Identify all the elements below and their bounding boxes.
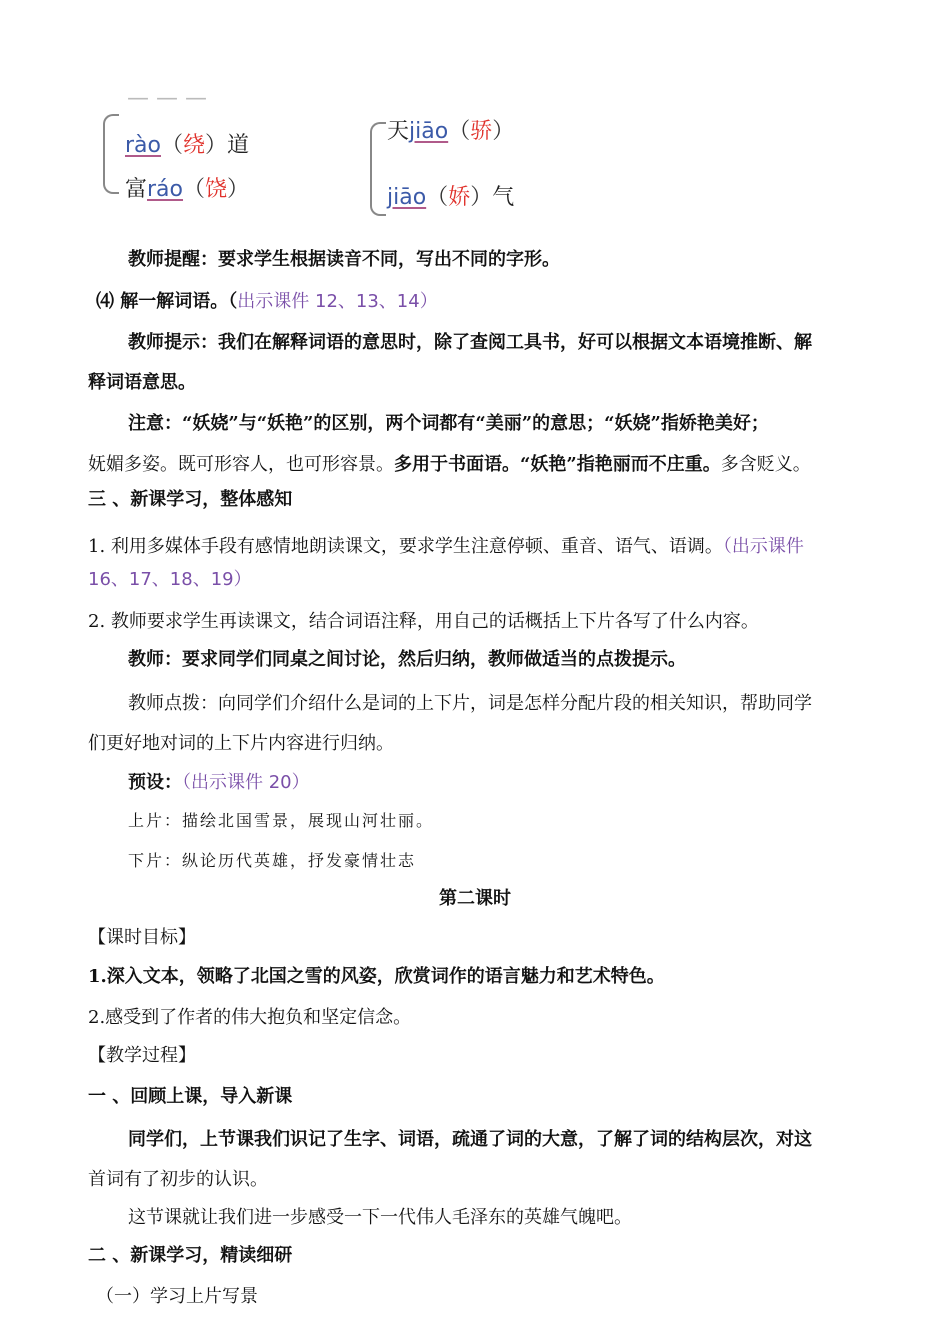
right-brace: [370, 122, 386, 216]
intro-line: 这节课就让我们进一步感受一下一代伟人毛泽东的英雄气魄吧。: [128, 1207, 632, 1228]
answer-char: 饶: [205, 177, 228, 202]
courseware-ref: （出示课件: [722, 536, 804, 557]
review-line1: 同学们，上节课我们识记了生字、词语，疏通了词的大意，了解了词的结构层次，对这: [128, 1129, 812, 1150]
teaching-process-heading: 【教学过程】: [88, 1045, 196, 1066]
step-2: 2. 教师要求学生再读课文，结合词语注释，用自己的话概括上下片各写了什么内容。: [88, 611, 759, 632]
note-line2: 妩媚多姿。既可形容人，也可形容景。多用于书面语。“妖艳”指艳丽而不庄重。多含贬义。: [88, 454, 811, 475]
note-line1: 注意：“妖娆”与“妖艳”的区别，两个词都有“美丽”的意思；“妖娆”指娇艳美好；: [128, 413, 769, 434]
courseware-ref: 出示课件 12、13、14）: [237, 291, 438, 312]
review-line2: 首词有了初步的认识。: [88, 1169, 268, 1190]
lesson-goals-heading: 【课时目标】: [88, 927, 196, 948]
pinyin-row-fu-rao: 富ráo（饶）: [125, 177, 250, 202]
pinyin-text: jiāo: [387, 185, 427, 210]
cut-off-row: — — —: [127, 96, 207, 111]
vocab-step-heading: ⑷ 解一解词语。（出示课件 12、13、14）: [96, 291, 438, 312]
left-brace: [103, 114, 119, 194]
step-1-line2: 16、17、18、19）: [88, 569, 252, 590]
upper-stanza-summary: 上片：描绘北国雪景，展现山河壮丽。: [128, 811, 435, 830]
goal-1: 1.深入文本，领略了北国之雪的风姿，欣赏词作的语言魅力和艺术特色。: [88, 966, 665, 987]
pinyin-text: rào: [125, 133, 161, 158]
goal-2: 2.感受到了作者的伟大抱负和坚定信念。: [88, 1007, 412, 1028]
section-heading-3: 三 、新课学习，整体感知: [88, 489, 293, 510]
teacher-instruction: 教师：要求同学们同桌之间讨论，然后归纳，教师做适当的点拨提示。: [128, 649, 686, 670]
pinyin-text: ráo: [147, 177, 184, 202]
lower-stanza-summary: 下片：纵论历代英雄，抒发豪情壮志: [128, 851, 417, 870]
pinyin-figure: [95, 96, 615, 220]
answer-char: 骄: [470, 119, 493, 144]
step-1-line1: 1. 利用多媒体手段有感情地朗读课文，要求学生注意停顿、重音、语气、语调。（出示课件: [88, 536, 804, 557]
teacher-tip-line1: 教师提示：我们在解释词语的意思时，除了查阅工具书，好可以根据文本语境推断、解: [128, 332, 812, 353]
answer-char: 绕: [183, 133, 206, 158]
subsection-heading: （一）学习上片写景: [96, 1286, 258, 1307]
lesson-2-title: 第二课时: [439, 888, 511, 909]
teacher-guidance-line1: 教师点拨：向同学们介绍什么是词的上下片，词是怎样分配片段的相关知识，帮助同学: [128, 693, 812, 714]
section-heading-1: 一 、回顾上课，导入新课: [88, 1086, 293, 1107]
teacher-guidance-line2: 们更好地对词的上下片内容进行归纳。: [88, 733, 394, 754]
pinyin-row-tian-jiao: 天jiāo（骄）: [387, 119, 515, 144]
pinyin-row-rao: rào（绕）道: [125, 133, 250, 158]
courseware-ref: （出示课件 20）: [182, 772, 310, 793]
teacher-reminder: 教师提醒：要求学生根据读音不同，写出不同的字形。: [128, 249, 560, 270]
answer-char: 娇: [448, 185, 471, 210]
preset-heading: 预设：（出示课件 20）: [128, 772, 310, 793]
teacher-tip-line2: 释词语意思。: [88, 372, 196, 393]
pinyin-row-jiao-qi: jiāo（娇）气: [387, 185, 515, 210]
section-heading-2: 二 、新课学习，精读细研: [88, 1245, 293, 1266]
pinyin-text: jiāo: [409, 119, 449, 144]
